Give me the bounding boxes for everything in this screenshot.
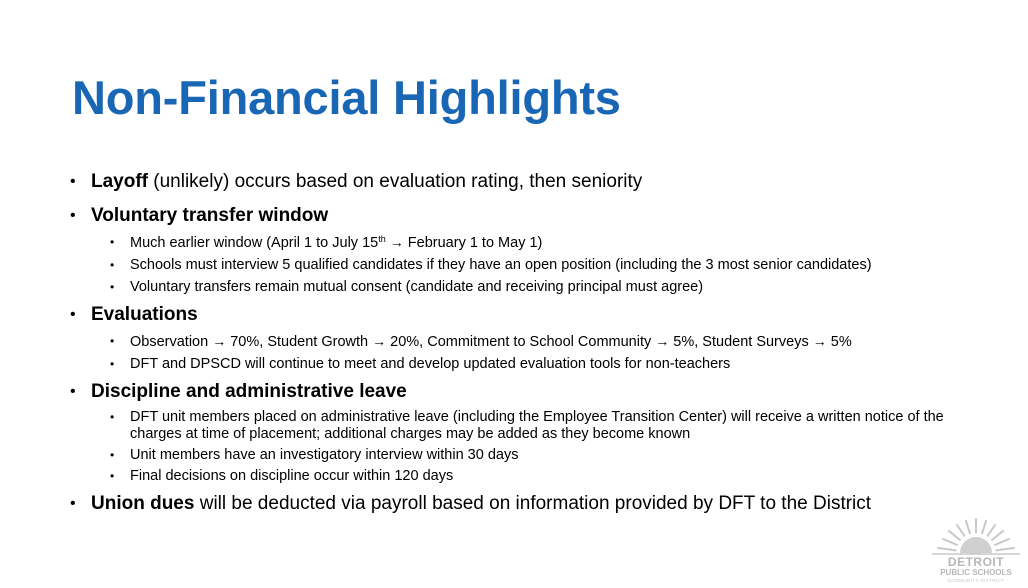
- bullet-bold-term: Layoff: [91, 171, 148, 192]
- sub-bullet-text: 70%, Student Growth: [226, 334, 373, 350]
- sunburst-icon: [928, 515, 1024, 557]
- sub-bullet-text: Unit members have an investigatory interview within 30 days: [130, 447, 519, 463]
- sub-bullet-dot-icon: •: [110, 410, 115, 424]
- arrow-right-icon: →: [372, 333, 387, 349]
- sub-bullet-dot-icon: •: [110, 469, 115, 483]
- slide-title: Non-Financial Highlights: [72, 71, 621, 124]
- bullet-dot-icon: •: [70, 306, 76, 323]
- sub-bullet: [70, 447, 970, 464]
- arrow-right-icon: →: [655, 333, 670, 349]
- bullet-dot-icon: •: [70, 207, 76, 224]
- bullet-dot-icon: •: [70, 383, 76, 400]
- bullet-union-dues: [70, 492, 970, 516]
- sub-bullet-text: DFT unit members placed on administrative leave (including the Employee Transition Center) will receive a written notice of the charges at time of placement; additional charges may be added as they become known: [130, 409, 944, 442]
- bullet-discipline: [70, 380, 970, 404]
- sub-bullet-dot-icon: •: [110, 334, 115, 348]
- bullet-dot-icon: •: [70, 173, 76, 190]
- sub-bullet-text: 5%: [826, 334, 852, 350]
- bullet-text: will be deducted via payroll based on information provided by DFT to the District: [194, 493, 872, 514]
- bullet-voluntary-transfer: [70, 204, 970, 228]
- sub-bullet-text: Much earlier window (April 1 to July 15: [130, 235, 379, 251]
- sub-bullet-text: February 1 to May 1): [403, 235, 543, 251]
- sub-bullet: [70, 468, 970, 485]
- sub-bullet: [70, 234, 970, 252]
- bullet-list: [70, 170, 970, 516]
- sub-bullet-text: Observation: [130, 334, 213, 350]
- logo-text-community-district: COMMUNITY DISTRICT: [947, 578, 1005, 583]
- sub-bullet: [70, 409, 970, 443]
- sub-bullet: [70, 257, 970, 274]
- sub-bullet-text: Final decisions on discipline occur within 120 days: [130, 468, 454, 484]
- sub-bullet-text: Voluntary transfers remain mutual consent (candidate and receiving principal must agree): [130, 279, 704, 295]
- sub-bullet-dot-icon: •: [110, 448, 115, 462]
- sub-bullet: [70, 279, 970, 296]
- bullet-dot-icon: •: [70, 495, 76, 512]
- bullet-evaluations: [70, 303, 970, 327]
- arrow-right-icon: →: [812, 333, 827, 349]
- logo-text-detroit: DETROIT: [947, 555, 1005, 569]
- dpscd-logo: [928, 515, 1024, 585]
- arrow-right-icon: →: [212, 333, 227, 349]
- bullet-bold-term: Union dues: [91, 493, 195, 514]
- bullet-bold-term: Voluntary transfer window: [91, 205, 329, 226]
- arrow-right-icon: →: [389, 234, 404, 250]
- sub-bullet-text: 5%, Student Surveys: [669, 334, 813, 350]
- bullet-layoff: [70, 170, 970, 194]
- sub-bullet-dot-icon: •: [110, 235, 115, 249]
- logo-text-public-schools: PUBLIC SCHOOLS: [940, 568, 1012, 577]
- bullet-bold-term: Discipline and administrative leave: [91, 381, 407, 402]
- bullet-bold-term: Evaluations: [91, 304, 198, 325]
- sub-bullet: [70, 356, 970, 373]
- sub-bullet-dot-icon: •: [110, 258, 115, 272]
- sub-bullet-text: DFT and DPSCD will continue to meet and develop updated evaluation tools for non-teachers: [130, 356, 731, 372]
- bullet-text: (unlikely) occurs based on evaluation rating, then seniority: [148, 171, 643, 192]
- sub-bullet-text: 20%, Commitment to School Community: [386, 334, 656, 350]
- sub-bullet-dot-icon: •: [110, 280, 115, 294]
- sub-bullet-dot-icon: •: [110, 357, 115, 371]
- sub-bullet: [70, 333, 970, 351]
- sub-bullet-text: Schools must interview 5 qualified candidates if they have an open position (including the 3 most senior candidates): [130, 257, 872, 273]
- superscript: th: [378, 234, 386, 244]
